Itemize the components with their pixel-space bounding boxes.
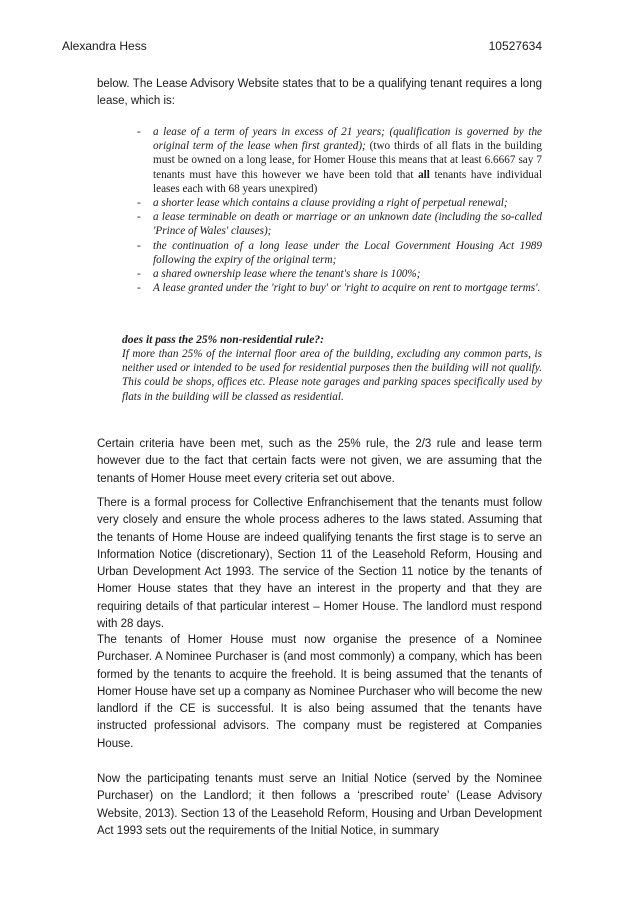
header-author: Alexandra Hess (62, 39, 147, 53)
bullet-text: A lease granted under the 'right to buy' or 'right to acquire on rent to mortgage terms'. (153, 282, 541, 295)
non-residential-rule-title: does it pass the 25% non-residential rule?: (122, 334, 324, 346)
paragraph-initial-notice: Now the participating tenants must serve an Initial Notice (served by the Nominee Purchaser) on the Landlord; it then follows a ‘prescribed route’ (Lease Advisory Website, 2013). Section 13 of the Leasehold Reform, Housing and Urban Development Act 1993 sets out the requirements of the Initial Notice, in summary (97, 773, 542, 837)
list-item (137, 267, 542, 281)
bullet-marker: - (137, 197, 141, 210)
bullet-note-end: tenants have individual leases each with 68 years unexpired) (153, 168, 542, 195)
non-residential-rule-text: If more than 25% of the internal floor area of the building, excluding any common parts, is neither used or intended to be used for residential purposes then the building will not qualify. This could be shops, offices etc. Please note garages and parking spaces specifically used by flats in the building will be classed as residential. (122, 348, 542, 403)
bullet-note-emphasis: all (418, 168, 430, 181)
bullet-text: a lease terminable on death or marriage or an unknown date (including the so-called 'Prince of Wales' clauses); (153, 211, 542, 238)
bullet-marker: - (137, 282, 141, 295)
bullet-text: a shorter lease which contains a clause providing a right of perpetual renewal; (153, 197, 508, 210)
bullet-text: a shared ownership lease where the tenant's share is 100%; (153, 268, 421, 281)
paragraph-formal-process: There is a formal process for Collective Enfranchisement that the tenants must follow very closely and ensure the whole process adheres to the laws stated. Assuming that the tenants of Home House are indeed qualifying tenants the first stage is to serve an Information Notice (discretionary), Section 11 of the Leasehold Reform, Housing and Urban Development Act 1993. The service of the Section 11 notice by the tenants of Homer House states that they have an interest in the property and that they are requiring details of that particular interest – Homer House. The landlord must respond with 28 days. (97, 497, 542, 631)
bullet-text: a lease of a term of years in excess of 21 years; (qualification is governed by the original term of the lease when first granted); (153, 126, 542, 153)
qualifying-lease-list (137, 125, 542, 295)
bullet-marker: - (137, 211, 141, 224)
list-item (137, 239, 542, 267)
bullet-marker: - (137, 126, 141, 138)
bullet-marker: - (137, 268, 141, 281)
list-item (137, 196, 542, 210)
list-item (137, 125, 542, 196)
bullet-marker: - (137, 239, 141, 252)
header-student-id: 10527634 (488, 39, 542, 53)
intro-paragraph: below. The Lease Advisory Website states that to be a qualifying tenant requires a long lease, which is: (97, 78, 542, 108)
bullet-text: the continuation of a long lease under the Local Government Housing Act 1989 following the expiry of the original term; (153, 239, 542, 266)
list-item (137, 210, 542, 238)
list-item (137, 281, 542, 295)
paragraph-nominee-purchaser: The tenants of Homer House must now organise the presence of a Nominee Purchaser. A Nominee Purchaser is (and most commonly) a company, which has been formed by the tenants to acquire the freehold. It is being assumed that the tenants of Homer House have set up a company as Nominee Purchaser who will become the new landlord if the CE is successful. It is also being assumed that the tenants have instructed professional advisors. The company must be registered at Companies House. (97, 634, 542, 750)
bullet-note: (two thirds of all flats in the building must be owned on a long lease, for Homer House this means that at least 6.6667 say 7 tenants must have this however we have been told that (153, 140, 542, 181)
paragraph-criteria: Certain criteria have been met, such as the 25% rule, the 2/3 rule and lease term however due to the fact that certain facts were not given, we are assuming that the tenants of Homer House meet every criteria set out above. (97, 438, 542, 485)
